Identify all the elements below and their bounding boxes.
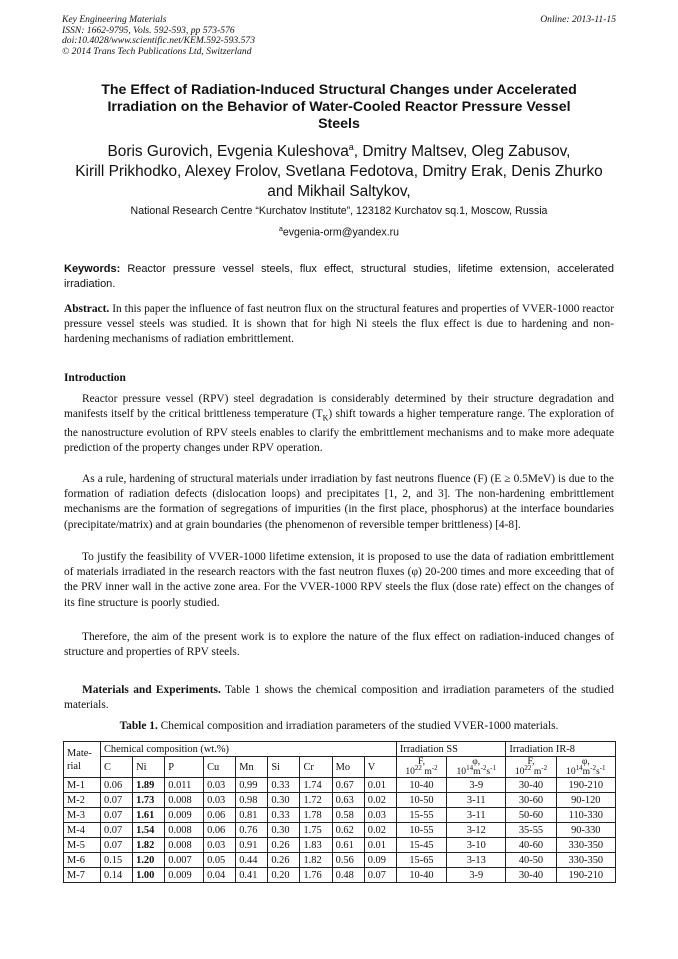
table-cell: 15-65 [396, 853, 446, 868]
table-cell: 0.03 [204, 778, 236, 793]
table-cell: 1.20 [133, 853, 165, 868]
table-row [64, 838, 616, 853]
header-fluence: F, $10^{22}$ $m^{-2}$ [506, 757, 556, 778]
header-element: Si [268, 757, 300, 778]
table-cell: 0.30 [268, 793, 300, 808]
table-cell: 3-13 [447, 853, 506, 868]
table-cell: 30-60 [506, 793, 556, 808]
title-line: The Effect of Radiation-Induced Structural Changes under Accelerated [101, 82, 577, 98]
table-subheader-row [64, 757, 616, 778]
intro-paragraph: Therefore, the aim of the present work is to explore the nature of the flux effect on radiation-induced changes of structure and properties of RPV steels. [64, 631, 614, 659]
table-cell: 1.82 [133, 838, 165, 853]
table-cell: 0.62 [332, 823, 364, 838]
table-cell: 0.41 [236, 868, 268, 883]
materials-paragraph: Materials and Experiments. Table 1 shows the chemical composition and irradiation parameters of the studied materials. [64, 684, 614, 712]
table-cell: 15-45 [396, 838, 446, 853]
table-cell: 0.02 [364, 793, 396, 808]
table-cell: 330-350 [556, 838, 615, 853]
table-cell: 0.15 [101, 853, 133, 868]
table-cell: 0.01 [364, 838, 396, 853]
journal-name: Key Engineering Materials [62, 14, 167, 25]
intro-paragraph: Reactor pressure vessel (RPV) steel degradation is considerably determined by their structure degradation and manifests itself by the critical brittleness temperature $(T_K)$ shift towards a higher temperature range. The exploration of the nanostructure evolution of RPV steels enables to clarify the embrittlement mechanisms and to make more adequate prediction of the property changes under RPV operation. [64, 393, 614, 454]
table-header-row [64, 742, 616, 757]
table-cell: 90-330 [556, 823, 615, 838]
table-cell: 0.61 [332, 838, 364, 853]
table-cell: 3-11 [447, 808, 506, 823]
table-cell: 0.67 [332, 778, 364, 793]
table-cell: 0.99 [236, 778, 268, 793]
table-cell: 1.76 [300, 868, 332, 883]
header-material: Mate-rial [64, 742, 101, 778]
header-element: P [165, 757, 204, 778]
section-heading-introduction: Introduction [64, 372, 126, 384]
author-email: $^a$evgenia-orm@yandex.ru [278, 226, 400, 239]
keywords [64, 262, 614, 292]
composition-table [63, 741, 616, 883]
keywords-text: Reactor pressure vessel steels, flux effect, structural studies, lifetime extension, accelerated irradiation. [64, 263, 614, 290]
table-cell: 0.07 [364, 868, 396, 883]
table-cell: 30-40 [506, 868, 556, 883]
table-cell: 0.98 [236, 793, 268, 808]
table-cell: 1.72 [300, 793, 332, 808]
table-cell: 3-9 [447, 778, 506, 793]
table-cell: M-1 [64, 778, 101, 793]
table-cell: M-7 [64, 868, 101, 883]
header-element: Mo [332, 757, 364, 778]
table-cell: 0.01 [364, 778, 396, 793]
table-cell: 0.009 [165, 808, 204, 823]
table-row [64, 808, 616, 823]
table-cell: 0.09 [364, 853, 396, 868]
table-cell: 1.61 [133, 808, 165, 823]
table-cell: 0.06 [204, 808, 236, 823]
abstract-label: Abstract. [64, 303, 110, 315]
table-cell: 0.07 [101, 808, 133, 823]
table-cell: M-2 [64, 793, 101, 808]
affiliation: National Research Centre “Kurchatov Institute”, 123182 Kurchatov sq.1, Moscow, Russia [130, 205, 548, 217]
header-irradiation-ir8: Irradiation IR-8 [506, 742, 616, 757]
header-element: Cr [300, 757, 332, 778]
table-cell: 0.008 [165, 793, 204, 808]
table-cell: 40-50 [506, 853, 556, 868]
keywords-label: Keywords: [64, 263, 121, 275]
abstract [64, 302, 614, 348]
author-list [52, 138, 626, 202]
header-element: Ni [133, 757, 165, 778]
table-cell: 35-55 [506, 823, 556, 838]
table-cell: 0.008 [165, 823, 204, 838]
table-cell: 1.83 [300, 838, 332, 853]
table-cell: 3-9 [447, 868, 506, 883]
table-cell: 0.20 [268, 868, 300, 883]
table-cell: 110-330 [556, 808, 615, 823]
table-cell: 0.91 [236, 838, 268, 853]
table-cell: 330-350 [556, 853, 615, 868]
online-date: Online: 2013-11-15 [540, 14, 616, 25]
header-element: V [364, 757, 396, 778]
table-cell: 15-55 [396, 808, 446, 823]
table-cell: 0.07 [101, 823, 133, 838]
table-row [64, 793, 616, 808]
table-cell: 1.54 [133, 823, 165, 838]
copyright-line: © 2014 Trans Tech Publications Ltd, Switzerland [62, 45, 252, 57]
author-line: Boris Gurovich, Evgenia Kuleshova$^a$, Dmitry Maltsev, Oleg Zabusov, [107, 142, 571, 161]
table-cell: 10-50 [396, 793, 446, 808]
author-line: Kirill Prikhodko, Alexey Frolov, Svetlana Fedotova, Dmitry Erak, Denis Zhurko [75, 162, 603, 180]
table-cell: 10-40 [396, 778, 446, 793]
table-cell: 0.58 [332, 808, 364, 823]
table-cell: 1.00 [133, 868, 165, 883]
author-line: and Mikhail Saltykov, [267, 182, 411, 200]
table-cell: 30-40 [506, 778, 556, 793]
table-cell: M-4 [64, 823, 101, 838]
table-row [64, 823, 616, 838]
header-element: Mn [236, 757, 268, 778]
table-cell: 0.33 [268, 808, 300, 823]
table-cell: 1.73 [133, 793, 165, 808]
affil-marker: a [278, 226, 283, 233]
table-cell: 50-60 [506, 808, 556, 823]
table-cell: 10-40 [396, 868, 446, 883]
table-cell: 3-12 [447, 823, 506, 838]
intro-paragraph: To justify the feasibility of VVER-1000 lifetime extension, it is proposed to use the data of radiation embrittlement of materials irradiated in the research reactors with the fast neutron fluxes (φ) 20-200 times and more exceeding that of the PRV inner wall in the active zone area. For the VVER-1000 RPV steels the flux (dose rate) effect on the changes of its fine structure is poorly studied. [64, 551, 614, 609]
table-cell: 0.48 [332, 868, 364, 883]
table-cell: 90-120 [556, 793, 615, 808]
table-cell: M-5 [64, 838, 101, 853]
table-cell: 0.007 [165, 853, 204, 868]
table-cell: 0.009 [165, 868, 204, 883]
table-cell: 0.44 [236, 853, 268, 868]
table-cell: 0.06 [204, 823, 236, 838]
table-row [64, 853, 616, 868]
header-fluence: F, $10^{22}$ $m^{-2}$ [396, 757, 446, 778]
section-heading-materials: Materials and Experiments. [82, 684, 221, 696]
paper-title [52, 82, 626, 134]
header-element: Cu [204, 757, 236, 778]
header-flux: φ, $10^{14}m^{-2}s^{-1}$ [447, 757, 506, 778]
table-cell: 3-10 [447, 838, 506, 853]
table-cell: 0.06 [101, 778, 133, 793]
table-cell: 0.81 [236, 808, 268, 823]
table-cell: 0.26 [268, 853, 300, 868]
header-irradiation-ss: Irradiation SS [396, 742, 506, 757]
issn-line: ISSN: 1662-9795, Vols. 592-593, pp 573-576 [62, 24, 235, 36]
table-cell: 0.76 [236, 823, 268, 838]
intro-paragraph: As a rule, hardening of structural materials under irradiation by fast neutrons fluence (F) (E ≥ 0.5MeV) is due to the formation of radiation defects (dislocation loops) and precipitates [1, 2, and 3]. The non-hardening embrittlement mechanisms are the formation of segregations of impurities (in the first place, phosphorus) at the interface boundaries (precipitate/matrix) and at grain boundaries (the phenomenon of reversible temper brittleness) [4-8]. [64, 473, 614, 531]
table-cell: 0.03 [364, 808, 396, 823]
table-cell: M-3 [64, 808, 101, 823]
table-cell: 0.33 [268, 778, 300, 793]
table-cell: 1.82 [300, 853, 332, 868]
table-row [64, 778, 616, 793]
title-line: Steels [318, 116, 360, 133]
table-cell: 0.30 [268, 823, 300, 838]
table-cell: 1.89 [133, 778, 165, 793]
table-cell: 1.74 [300, 778, 332, 793]
table-cell: 0.02 [364, 823, 396, 838]
table-cell: 0.008 [165, 838, 204, 853]
table-cell: 0.63 [332, 793, 364, 808]
table-cell: 1.78 [300, 808, 332, 823]
journal-header [62, 15, 616, 57]
table-cell: 40-60 [506, 838, 556, 853]
table-cell: 0.26 [268, 838, 300, 853]
table-cell: 190-210 [556, 868, 615, 883]
header-element: C [101, 757, 133, 778]
table-cell: 0.011 [165, 778, 204, 793]
table-row [64, 868, 616, 883]
table-cell: 0.03 [204, 838, 236, 853]
table-caption: Table 1. Chemical composition and irradiation parameters of the studied VVER-1000 materials. [119, 720, 559, 732]
header-chemical-composition: Chemical composition (wt.%) [101, 742, 397, 757]
table-cell: 0.07 [101, 793, 133, 808]
table-cell: 0.14 [101, 868, 133, 883]
table-cell: 3-11 [447, 793, 506, 808]
table-cell: 0.03 [204, 793, 236, 808]
table-cell: 0.07 [101, 838, 133, 853]
header-flux: φ, $10^{14}m^{-2}s^{-1}$ [556, 757, 615, 778]
title-line: Irradiation on the Behavior of Water-Cooled Reactor Pressure Vessel [107, 99, 571, 116]
table-cell: 1.75 [300, 823, 332, 838]
table-cell: 190-210 [556, 778, 615, 793]
table-cell: 0.04 [204, 868, 236, 883]
table-cell: 0.05 [204, 853, 236, 868]
table-cell: M-6 [64, 853, 101, 868]
table-cell: 10-55 [396, 823, 446, 838]
table-cell: 0.56 [332, 853, 364, 868]
doi-line: doi:10.4028/www.scientific.net/KEM.592-593.573 [62, 35, 256, 47]
affil-marker: a [348, 142, 354, 152]
abstract-text: In this paper the influence of fast neutron flux on the structural features and properties of VVER-1000 reactor pressure vessel steels was studied. It is shown that for high Ni steels the flux effect is due to hardening and non-hardening mechanisms of radiation embrittlement. [64, 303, 614, 346]
